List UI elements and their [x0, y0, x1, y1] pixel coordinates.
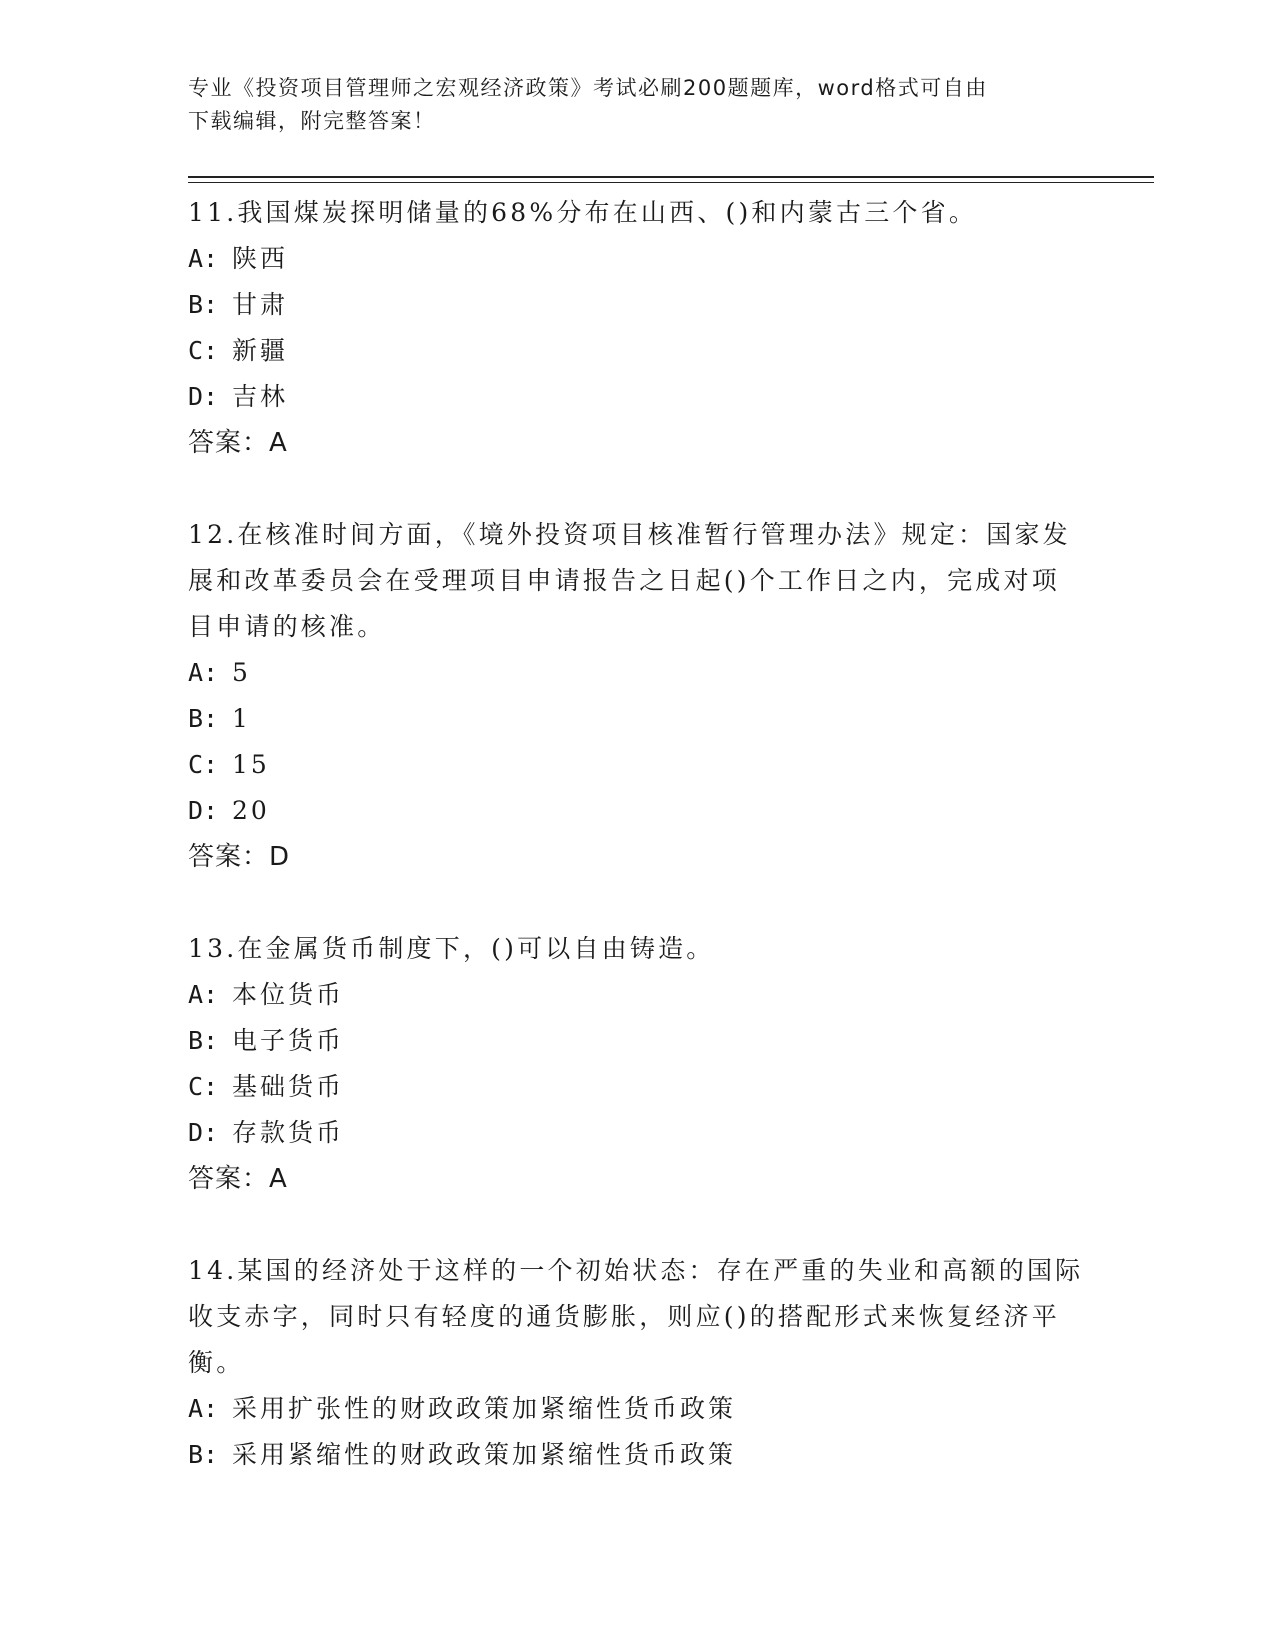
header-divider-thick	[188, 176, 1154, 178]
option-c	[188, 328, 1088, 374]
option-letter: C:	[188, 750, 219, 779]
question-12	[188, 512, 1088, 880]
option-text: 1	[232, 704, 251, 733]
option-c	[188, 742, 1088, 788]
option-text: 陕西	[232, 244, 289, 273]
header-line-2: 下载编辑，附完整答案！	[188, 109, 436, 133]
option-text: 基础货币	[232, 1072, 345, 1101]
question-stem: 13.在金属货币制度下，()可以自由铸造。	[188, 934, 715, 963]
option-d	[188, 788, 1088, 834]
option-letter: D:	[188, 382, 219, 411]
option-letter: C:	[188, 1072, 219, 1101]
option-letter: B:	[188, 1440, 219, 1469]
option-letter: D:	[188, 796, 219, 825]
option-text: 采用紧缩性的财政政策加紧缩性货币政策	[232, 1440, 737, 1469]
option-letter: A:	[188, 1394, 219, 1423]
option-text: 5	[232, 658, 251, 687]
option-letter: A:	[188, 244, 219, 273]
option-text: 吉林	[232, 382, 289, 411]
question-stem: 14.某国的经济处于这样的一个初始状态：存在严重的失业和高额的国际收支赤字，同时只有轻度的通货膨胀，则应()的搭配形式来恢复经济平衡。	[188, 1256, 1084, 1377]
option-a	[188, 650, 1088, 696]
option-b	[188, 1432, 1088, 1478]
option-text: 电子货币	[232, 1026, 345, 1055]
option-b	[188, 282, 1088, 328]
option-text: 甘肃	[232, 290, 289, 319]
question-stem: 12.在核准时间方面，《境外投资项目核准暂行管理办法》规定：国家发展和改革委员会在受理项目申请报告之日起()个工作日之内，完成对项目申请的核准。	[188, 520, 1071, 641]
question-stem: 11.我国煤炭探明储量的68%分布在山西、()和内蒙古三个省。	[188, 198, 978, 227]
question-13	[188, 926, 1088, 1202]
document-header	[188, 72, 1068, 138]
option-b	[188, 1018, 1088, 1064]
answer-line: 答案：D	[188, 842, 291, 872]
answer-line: 答案：A	[188, 1164, 288, 1194]
option-letter: B:	[188, 290, 219, 319]
answer-line: 答案：A	[188, 428, 288, 458]
option-d	[188, 1110, 1088, 1156]
option-a	[188, 972, 1088, 1018]
option-letter: A:	[188, 980, 219, 1009]
header-divider-thin	[188, 182, 1154, 183]
option-text: 15	[232, 750, 270, 779]
question-14	[188, 1248, 1088, 1478]
option-text: 采用扩张性的财政政策加紧缩性货币政策	[232, 1394, 737, 1423]
option-c	[188, 1064, 1088, 1110]
option-a	[188, 1386, 1088, 1432]
option-d	[188, 374, 1088, 420]
option-letter: B:	[188, 1026, 219, 1055]
option-letter: C:	[188, 336, 219, 365]
question-list	[188, 190, 1088, 1524]
option-text: 存款货币	[232, 1118, 345, 1147]
option-letter: D:	[188, 1118, 219, 1147]
option-a	[188, 236, 1088, 282]
option-text: 新疆	[232, 336, 289, 365]
header-line-1: 专业《投资项目管理师之宏观经济政策》考试必刷200题题库，word格式可自由	[188, 76, 988, 100]
option-b	[188, 696, 1088, 742]
option-letter: B:	[188, 704, 219, 733]
option-text: 20	[232, 796, 270, 825]
question-11	[188, 190, 1088, 466]
option-letter: A:	[188, 658, 219, 687]
option-text: 本位货币	[232, 980, 345, 1009]
